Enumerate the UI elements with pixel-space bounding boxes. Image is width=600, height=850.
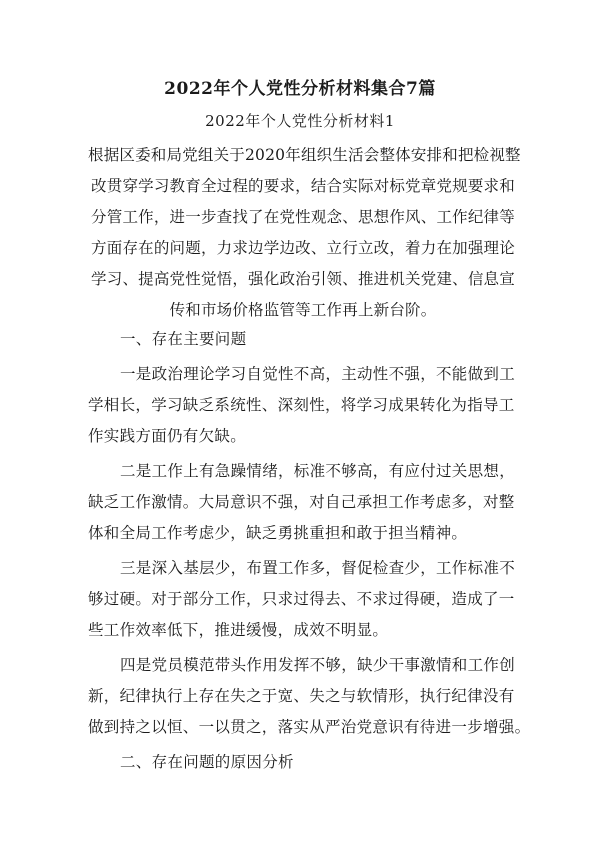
intro-line: 根据区委和局党组关于2020年组织生活会整体安排和把检视整: [88, 146, 521, 164]
paragraph-line: 体和全局工作考虑少，缺乏勇挑重担和敢于担当精神。: [88, 524, 468, 542]
paragraph-line: 做到持之以恒、一以贯之，落实从严治党意识有待进一步增强。: [88, 718, 531, 736]
intro-paragraph: [88, 140, 521, 326]
intro-line: 传和市场价格监管等工作再上新台阶。: [169, 301, 437, 319]
paragraph-line: 够过硬。对于部分工作，只求过得去、不求过得硬，造成了一: [88, 590, 515, 608]
intro-line: 改贯穿学习教育全过程的要求，结合实际对标党章党规要求和: [91, 177, 515, 195]
paragraph-line: 些工作效率低下，推进缓慢，成效不明显。: [88, 621, 389, 639]
paragraph-line: 作实践方面仍有欠缺。: [88, 427, 247, 445]
section-heading: 一、存在主要问题: [120, 330, 247, 348]
body-text: [88, 324, 531, 778]
paragraph-line: 缺乏工作激情。大局意识不强，对自己承担工作考虑多，对整: [88, 493, 515, 511]
paragraph-line: 一是政治理论学习自觉性不高，主动性不强，不能做到工: [120, 365, 516, 383]
intro-line: 学习、提高党性觉悟，强化政治引领、推进机关党建、信息宣: [91, 270, 515, 288]
paragraph-line: 三是深入基层少，布置工作多，督促检查少，工作标准不: [120, 559, 516, 577]
paragraph-line: 新，纪律执行上存在失之于宽、失之与软情形，执行纪律没有: [88, 687, 515, 705]
section-heading: 二、存在问题的原因分析: [120, 753, 294, 771]
document-subtitle: 2022年个人党性分析材料1: [205, 112, 395, 130]
paragraph-line: 学相长，学习缺乏系统性、深刻性，将学习成果转化为指导工: [88, 396, 515, 414]
paragraph-line: 四是党员模范带头作用发挥不够，缺少干事激情和工作创: [120, 656, 516, 674]
paragraph-line: 二是工作上有急躁情绪，标准不够高，有应付过关思想，: [120, 462, 516, 480]
intro-line: 方面存在的问题，力求边学边改、立行立改，着力在加强理论: [91, 239, 515, 257]
intro-line: 分管工作，进一步查找了在党性观念、思想作风、工作纪律等: [91, 208, 515, 226]
document-title: 2022年个人党性分析材料集合7篇: [164, 79, 436, 99]
